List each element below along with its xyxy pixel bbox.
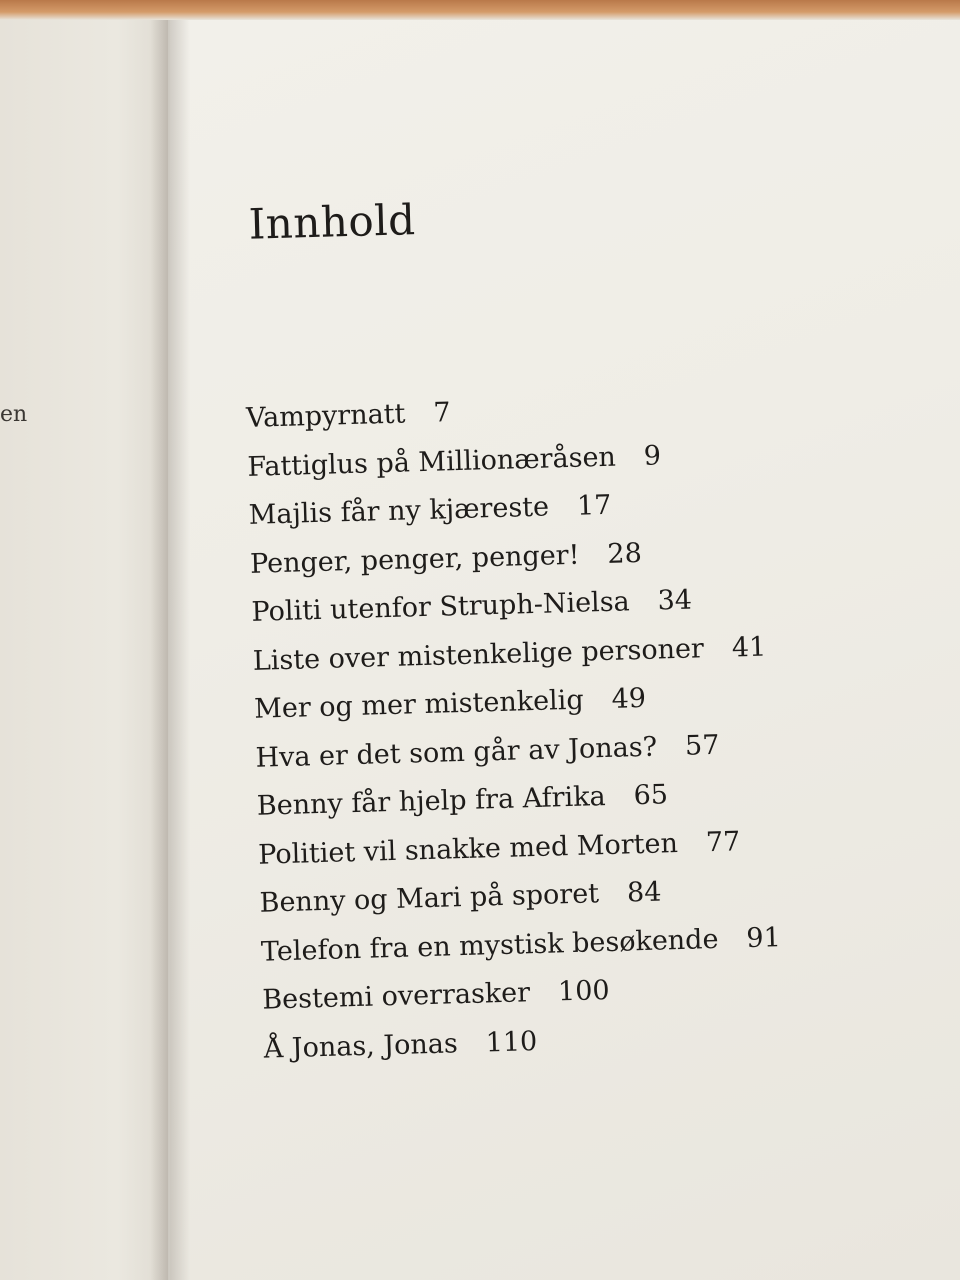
chapter-page-number: 17 (576, 489, 612, 522)
chapter-title: Politiet vil snakke med Morten (257, 827, 679, 871)
left-page (0, 0, 168, 1280)
chapter-page-number: 57 (684, 729, 720, 762)
chapter-title: Fattiglus på Millionæråsen (247, 441, 617, 483)
chapter-page-number: 7 (432, 397, 452, 429)
chapter-title: Bestemi overrasker (261, 977, 531, 1016)
chapter-title: Å Jonas, Jonas (263, 1027, 459, 1065)
chapter-title: Benny får hjelp fra Afrika (256, 781, 607, 822)
chapter-title: Majlis får ny kjæreste (248, 491, 550, 531)
chapter-title: Benny og Mari på sporet (259, 878, 600, 919)
chapter-title: Vampyrnatt (245, 398, 406, 434)
chapter-page-number: 100 (557, 974, 611, 1008)
chapter-page-number: 49 (611, 682, 647, 715)
book-gutter (150, 0, 190, 1280)
chapter-title: Liste over mistenkelige personer (252, 632, 705, 677)
chapter-page-number: 28 (606, 537, 643, 570)
table-of-contents (240, 182, 904, 1074)
chapter-page-number: 41 (731, 630, 767, 663)
chapter-page-number: 91 (745, 921, 782, 954)
chapter-page-number: 65 (633, 779, 669, 812)
chapter-page-number: 77 (705, 825, 741, 858)
cover-edge (0, 0, 960, 20)
chapter-page-number: 110 (485, 1025, 538, 1058)
chapter-page-number: 9 (643, 439, 662, 472)
left-page-text-fragment: en (0, 402, 28, 427)
toc-title: Innhold (247, 195, 417, 249)
chapter-page-number: 34 (657, 584, 693, 617)
chapter-title: Politi utenfor Struph-Nielsa (251, 586, 631, 628)
chapter-title: Hva er det som går av Jonas? (255, 731, 658, 774)
toc-list (245, 377, 904, 1074)
chapter-title: Telefon fra en mystisk besøkende (260, 923, 719, 968)
chapter-title: Mer og mer mistenkelig (253, 684, 585, 725)
chapter-page-number: 84 (626, 876, 662, 909)
chapter-title: Penger, penger, penger! (249, 539, 580, 580)
